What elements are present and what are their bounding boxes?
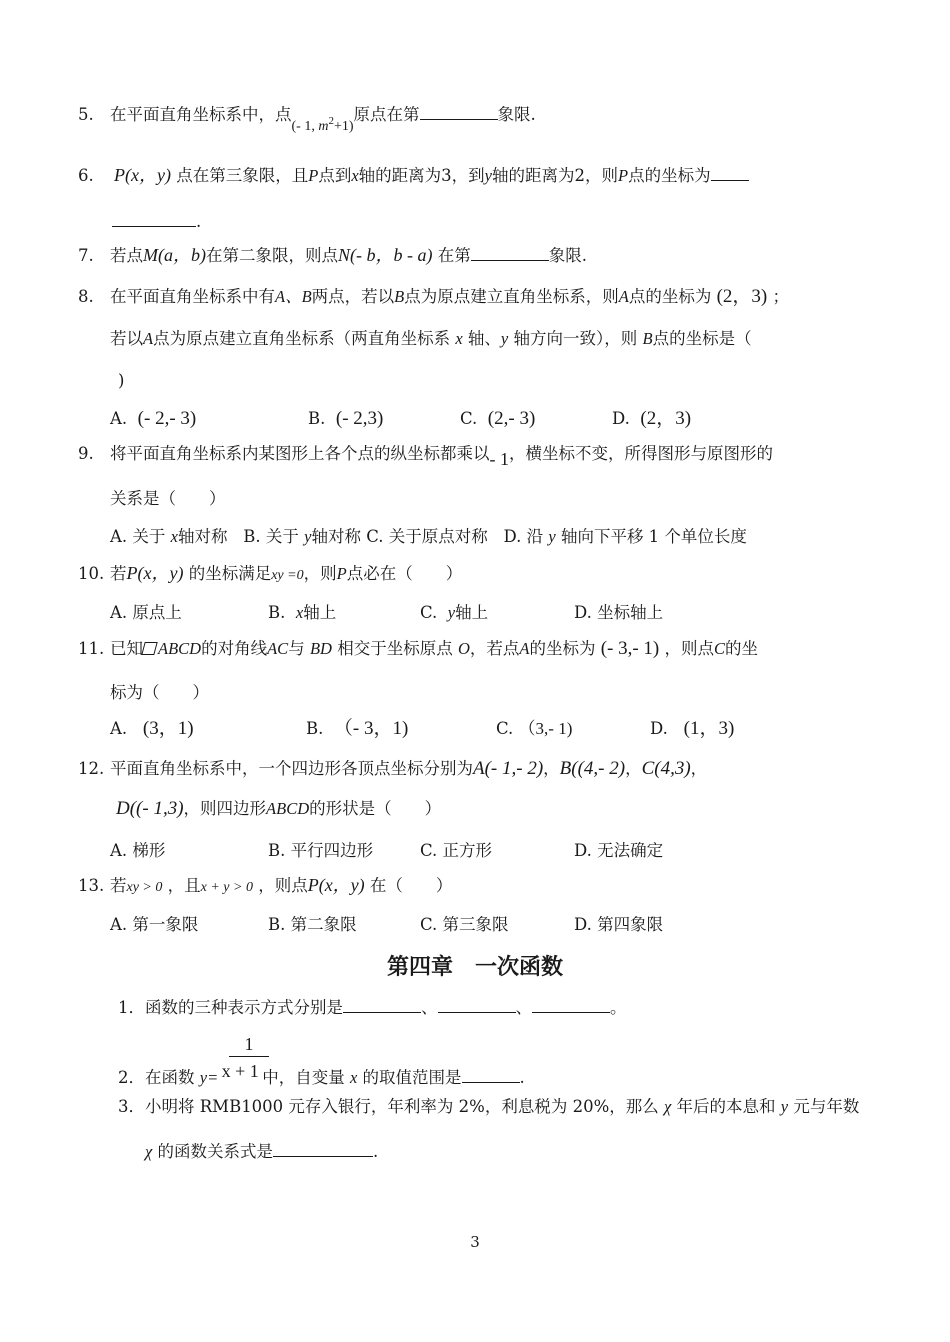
page-number: 3 (470, 1233, 480, 1251)
answer-blank[interactable] (711, 164, 749, 181)
question-number: 8. (78, 287, 94, 306)
option-b[interactable]: B. (- 2,3) (308, 408, 384, 429)
option-b[interactable]: B. 关于 y轴对称 (243, 527, 361, 546)
option-c[interactable]: C. (2,- 3) (460, 408, 536, 429)
question-12: 12. 平面直角坐标系中，一个四边形各顶点坐标分别为A(- 1,- 2)，B((4,- 2)，C(4,3)， (78, 758, 708, 779)
option-c[interactable]: C. 第三象限 (420, 915, 509, 934)
option-b[interactable]: B. 第二象限 (268, 915, 357, 934)
question-6: 6. P(x，y) 点在第三象限，且P点到x轴的距离为3，到y轴的距离为2，则P点的坐标为 (78, 164, 749, 187)
answer-blank[interactable] (343, 996, 421, 1013)
fraction-bar (229, 1056, 269, 1057)
answer-blank[interactable] (438, 996, 516, 1013)
answer-blank[interactable] (273, 1140, 373, 1157)
option-c[interactable]: C. 关于原点对称 (366, 527, 488, 546)
option-a[interactable]: A. 梯形 (110, 841, 166, 860)
option-d[interactable]: D. 沿 y 轴向下平移 1 个单位长度 (503, 527, 747, 546)
option-b[interactable]: B. x轴上 (268, 603, 337, 622)
option-a[interactable]: A. 关于 x轴对称 (110, 527, 228, 546)
question-9: 9. 将平面直角坐标系内某图形上各个点的纵坐标都乘以- 1，横坐标不变，所得图形与原图形的 (78, 444, 773, 469)
answer-blank[interactable] (420, 103, 498, 120)
chapter-question-2: 2．在函数 y= x + 1 中，自变量 x 的取值范围是 . (118, 1061, 525, 1087)
answer-blank[interactable] (462, 1066, 520, 1083)
question-number: 11. (78, 639, 105, 658)
chapter-heading: 第四章 一次函数 (386, 955, 563, 980)
option-c[interactable]: C. （3,- 1) (496, 719, 573, 738)
question-number: 10. (78, 564, 105, 583)
chapter-question-3: 3．小明将 RMB1000 元存入银行，年利率为 2%，利息税为 20%，那么 χ 年后的本息和 y 元与年数 (118, 1097, 860, 1116)
question-11: 11. 已知 ABCD的对角线AC与 BD 相交于坐标原点 O，若点A的坐标为 (- 3,- 1) ，则点C的坐 (78, 638, 759, 659)
option-d[interactable]: D. 第四象限 (574, 915, 664, 934)
question-13: 13. 若xy > 0 ，且x + y > 0 ，则点P(x，y) 在（ ） (78, 875, 453, 895)
question-number: 6. (78, 166, 94, 185)
question-number: 12. (78, 759, 105, 778)
question-9-options (110, 526, 747, 548)
option-b[interactable]: B. （- 3，1) (306, 718, 409, 739)
option-c[interactable]: C. 正方形 (420, 841, 493, 860)
answer-blank[interactable] (112, 210, 196, 227)
question-number: 13. (78, 876, 105, 895)
option-a[interactable]: A. 原点上 (110, 603, 182, 622)
option-d[interactable]: D. 无法确定 (574, 841, 664, 860)
question-number: 5. (78, 105, 94, 124)
fraction-denominator: x + 1 (221, 1061, 259, 1081)
question-5: 5. 在平面直角坐标系中，点$_{(- 1, m^2+1)}$原点在第 象限. (78, 105, 536, 134)
option-a[interactable]: A. (- 2,- 3) (110, 408, 197, 429)
question-10: 10. 若P(x，y) 的坐标满足xy =0，则P点必在（ ） (78, 563, 463, 583)
option-c[interactable]: C. y轴上 (420, 603, 489, 622)
chapter-question-1: 1．函数的三种表示方式分别是 、 、 。 (118, 998, 627, 1017)
option-a[interactable]: A. (3，1) (110, 718, 194, 739)
question-number: 7. (78, 246, 94, 265)
option-a[interactable]: A. 第一象限 (110, 915, 199, 934)
option-d[interactable]: D. 坐标轴上 (574, 603, 664, 622)
answer-blank[interactable] (532, 996, 610, 1013)
parallelogram-icon (141, 642, 157, 655)
answer-blank[interactable] (471, 244, 549, 261)
option-b[interactable]: B. 平行四边形 (268, 841, 374, 860)
question-number: 9. (78, 444, 94, 463)
question-8: 8. 在平面直角坐标系中有A、B两点，若以B点为原点建立直角坐标系，则A点的坐标为 (2，3) ； (78, 286, 790, 307)
option-d[interactable]: D. (2，3) (612, 408, 692, 429)
question-7: 7. 若点M(a，b)在第二象限，则点N(- b，b - a) 在第 象限. (78, 245, 587, 265)
fraction-numerator: 1 (244, 1034, 254, 1054)
option-d[interactable]: D. (1，3) (650, 718, 735, 739)
